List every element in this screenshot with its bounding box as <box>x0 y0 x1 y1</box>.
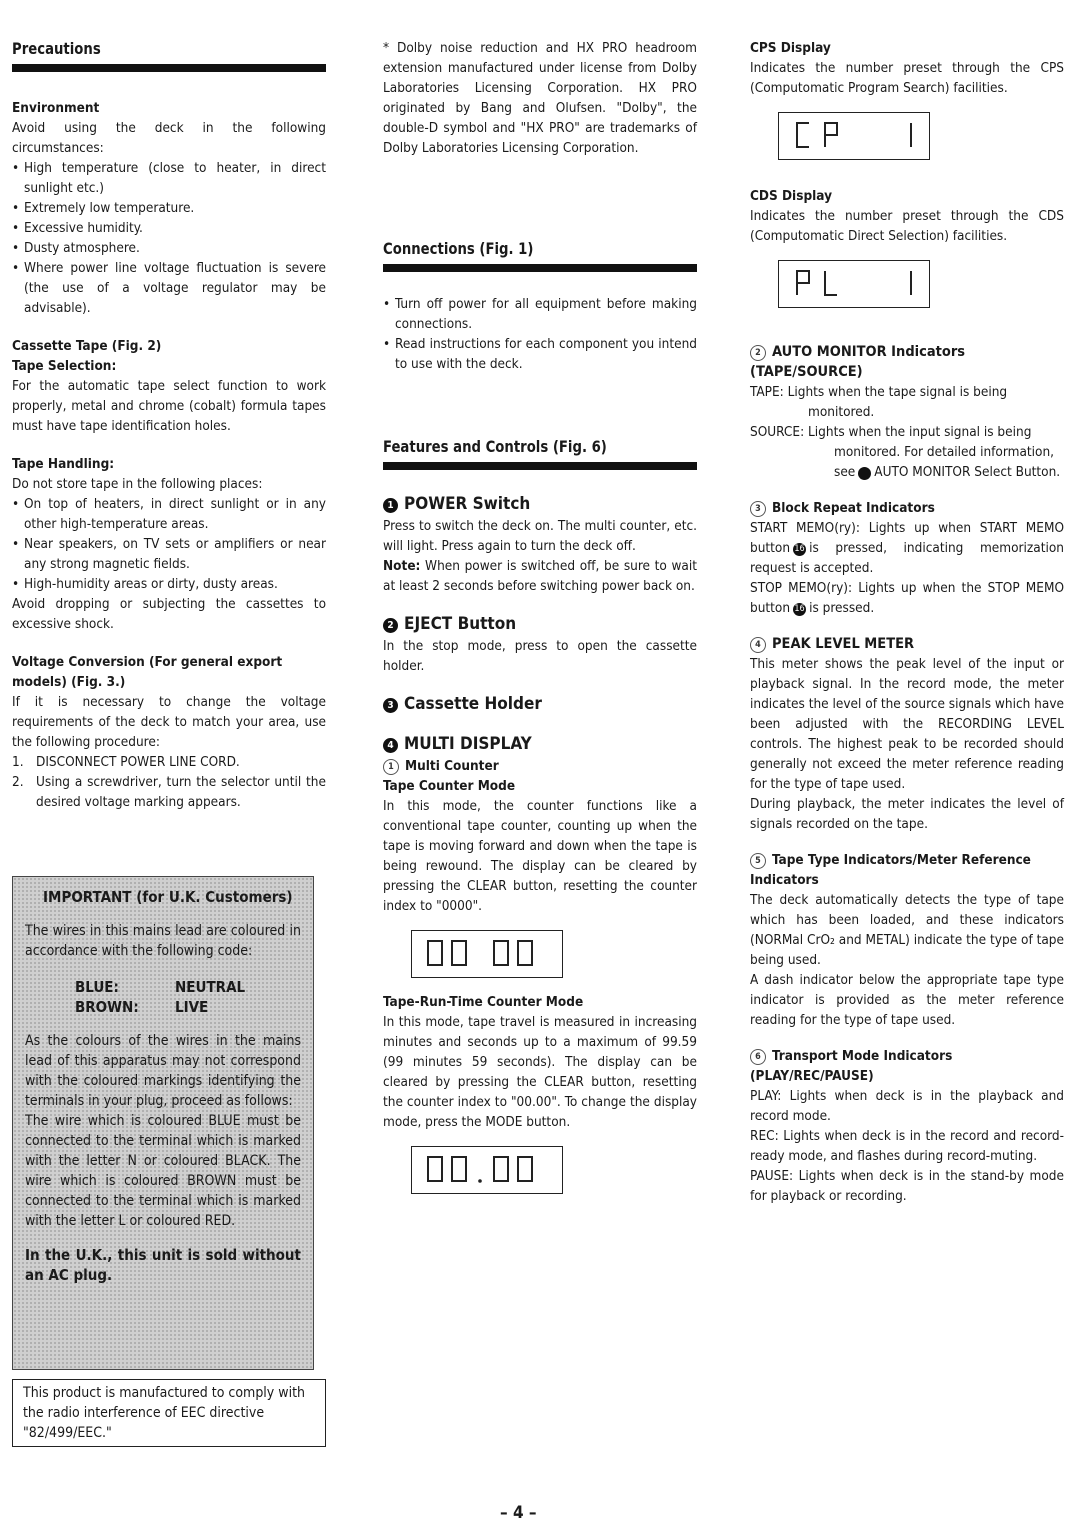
sub-number-badge: 5 <box>750 853 766 869</box>
eject-button-heading <box>383 612 697 636</box>
start-memo-text: START MEMO(ry): Lights up when START MEMO button <box>750 520 1064 556</box>
item-number-badge: 3 <box>383 698 398 713</box>
step-number: 1. <box>12 754 24 770</box>
voltage-steps <box>12 752 326 812</box>
cassette-block <box>12 336 326 436</box>
lcd-runtime-display <box>411 1146 563 1194</box>
power-switch-text: Press to switch the deck on. The multi counter, etc. will light. Press again to turn the deck off. <box>383 518 697 554</box>
connections-list <box>383 294 697 374</box>
eec-text: This product is manufactured to comply with the radio interference of EEC directive "82/499/EEC." <box>23 1385 305 1441</box>
tape-type-text: The deck automatically detects the type of tape which has been loaded, and these indicators (NORMal CrO₂ and METAL) indicate the type of tape being used. <box>750 892 1064 968</box>
wire-blue-label: BLUE: <box>75 978 119 996</box>
tape-handling-heading: Tape Handling: <box>12 456 115 472</box>
multi-display-heading <box>383 732 697 756</box>
list-item: • Read instructions for each component you intend to use with the deck. <box>383 334 697 374</box>
list-item: • Turn off power for all equipment before making connections. <box>383 294 697 334</box>
transport-play: PLAY: Lights when deck is in the playback and record mode. <box>750 1088 1064 1124</box>
lcd-digits <box>779 261 929 307</box>
sub-number-badge: 3 <box>750 501 766 517</box>
step-number: 2. <box>12 774 24 790</box>
tape-counter-heading: Tape Counter Mode <box>383 778 516 794</box>
eject-title: EJECT Button <box>404 614 517 634</box>
handling-list <box>12 494 326 594</box>
item-number-badge: 1 <box>383 498 398 513</box>
features-section <box>383 436 697 1194</box>
column-right <box>750 38 1064 1206</box>
list-item: • Where power line voltage fluctuation is severe (the use of a voltage regulator may be advisable). <box>12 258 326 318</box>
power-switch-heading <box>383 492 697 516</box>
uk-notice-box <box>12 876 314 1370</box>
list-item: • On top of heaters, in direct sunlight or in any other high-temperature areas. <box>12 494 326 534</box>
sub-number-badge: 4 <box>750 637 766 653</box>
cds-heading: CDS Display <box>750 188 832 204</box>
tape-selection-text: For the automatic tape select function to work properly, metal and chrome (cobalt) formula tapes must have tape identification holes. <box>12 378 326 434</box>
multi-counter-title: Multi Counter <box>405 758 499 774</box>
transport-mode-heading <box>750 1046 1064 1086</box>
transport-mode-title: Transport Mode Indicators (PLAY/REC/PAUSE) <box>750 1048 953 1084</box>
step-item <box>12 772 326 812</box>
transport-rec: REC: Lights when deck is in the record and record-ready mode, and flashes during record-muting. <box>750 1128 1064 1164</box>
environment-block <box>12 98 326 318</box>
stop-memo-text: STOP MEMO(ry): Lights up when the STOP MEMO button <box>750 580 1064 616</box>
cds-text: Indicates the number preset through the CDS (Computomatic Direct Selection) facilities. <box>750 208 1064 244</box>
list-item: • Extremely low temperature. <box>12 198 326 218</box>
page-number: – 4 – <box>500 1503 537 1523</box>
list-item: • High-humidity areas or dirty, dusty areas. <box>12 574 326 594</box>
uk-notice-para2: The wire which is coloured BLUE must be connected to the terminal which is marked with the letter N or coloured BLACK. The wire which is coloured BROWN must be connected to the terminal which is marked with the letter L or coloured RED. <box>25 1113 301 1229</box>
auto-monitor-heading <box>750 342 1064 382</box>
sub-number-badge: 2 <box>750 345 766 361</box>
lcd-cps-display <box>778 112 930 160</box>
peak-meter-text2: During playback, the meter indicates the level of signals recorded on the tape. <box>750 796 1064 832</box>
stop-memo-text2: is pressed. <box>809 600 875 616</box>
environment-heading: Environment <box>12 100 100 116</box>
list-item: • Dusty atmosphere. <box>12 238 326 258</box>
connections-title: Connections (Fig. 1) <box>383 239 534 258</box>
tape-type-title: Tape Type Indicators/Meter Reference Indicators <box>750 852 1031 888</box>
wire-blue-value: NEUTRAL <box>175 978 246 996</box>
ref-badge: 16 <box>794 544 805 554</box>
tape-counter-text: In this mode, the counter functions like a conventional tape counter, counting up when the tape is moving forward and down when the tape is being rewound. The display can be cleared by pressing the CLEAR button, resetting the counter index to "0000". <box>383 798 697 914</box>
section-rule <box>12 64 326 72</box>
tape-handling-outro: Avoid dropping or subjecting the cassettes to excessive shock. <box>12 596 326 632</box>
power-note <box>383 556 697 596</box>
power-switch-title: POWER Switch <box>404 494 531 514</box>
wire-brown-label: BROWN: <box>75 998 139 1016</box>
peak-meter-title: PEAK LEVEL METER <box>772 636 915 652</box>
item-number-badge: 2 <box>383 618 398 633</box>
wire-code-table <box>25 977 301 1017</box>
environment-list <box>12 158 326 318</box>
section-rule <box>383 462 697 470</box>
column-left <box>12 38 326 812</box>
sub-number-badge: 1 <box>383 759 399 775</box>
tape-handling-intro: Do not store tape in the following places: <box>12 476 263 492</box>
auto-monitor-source-text: SOURCE: Lights when the input signal is being monitored. For detailed information, see <box>750 424 1055 480</box>
lcd-digits <box>412 1147 562 1193</box>
dolby-footnote: * Dolby noise reduction and HX PRO headroom extension manufactured under license from Dolby Laboratories Licensing Corporation. HX PRO originated by Bang and Olufsen. "Dolby", the double-D symbol and "HX PRO" are trademarks of Dolby Laboratories Licensing Corporation. <box>383 40 697 156</box>
column-middle <box>383 38 697 1208</box>
start-memo-text2: is pressed, indicating memorization request is accepted. <box>750 540 1064 576</box>
run-time-heading: Tape-Run-Time Counter Mode <box>383 994 584 1010</box>
block-repeat-start <box>750 518 1064 578</box>
eec-compliance-box <box>12 1379 326 1447</box>
auto-monitor-ref: AUTO MONITOR Select Button. <box>874 464 1061 480</box>
lcd-cds-display <box>778 260 930 308</box>
uk-notice-plug: In the U.K., this unit is sold without an AC plug. <box>25 1246 301 1284</box>
cps-text: Indicates the number preset through the CPS (Computomatic Program Search) facilities. <box>750 60 1064 96</box>
holder-title: Cassette Holder <box>404 694 542 714</box>
voltage-text: If it is necessary to change the voltage requirements of the deck to match your area, use the following procedure: <box>12 694 326 750</box>
auto-monitor-tape: TAPE: Lights when the tape signal is being monitored. <box>750 384 1008 420</box>
precautions-title: Precautions <box>12 39 101 58</box>
ref-badge: 6 <box>858 467 871 480</box>
note-text: When power is switched off, be sure to wait at least 2 seconds before switching power back on. <box>383 558 697 594</box>
uk-notice-title: IMPORTANT (for U.K. Customers) <box>43 888 293 906</box>
tape-type-heading <box>750 850 1064 890</box>
voltage-heading: Voltage Conversion (For general export models) (Fig. 3.) <box>12 654 283 690</box>
peak-meter-heading <box>750 634 1064 654</box>
step-text: Using a screwdriver, turn the selector until the desired voltage marking appears. <box>36 774 326 810</box>
transport-pause: PAUSE: Lights when deck is in the stand-by mode for playback or recording. <box>750 1168 1064 1204</box>
multi-counter-heading <box>383 756 697 776</box>
eject-text: In the stop mode, press to open the cassette holder. <box>383 638 697 674</box>
block-repeat-title: Block Repeat Indicators <box>772 500 935 516</box>
auto-monitor-title: AUTO MONITOR Indicators (TAPE/SOURCE) <box>750 344 966 380</box>
tape-type-text2: A dash indicator below the appropriate tape type indicator is provided as the meter reference reading for the type of tape used. <box>750 972 1064 1028</box>
note-label: Note: <box>383 558 421 574</box>
features-title: Features and Controls (Fig. 6) <box>383 437 607 456</box>
ref-badge: 16 <box>794 604 805 614</box>
handling-block <box>12 454 326 634</box>
item-number-badge: 4 <box>383 738 398 753</box>
block-repeat-heading <box>750 498 1064 518</box>
connections-section <box>383 238 697 374</box>
voltage-block <box>12 652 326 812</box>
list-item: • Near speakers, on TV sets or amplifiers or near any strong magnetic fields. <box>12 534 326 574</box>
step-text: DISCONNECT POWER LINE CORD. <box>36 754 240 770</box>
step-item <box>12 752 326 772</box>
list-item: • Excessive humidity. <box>12 218 326 238</box>
block-repeat-stop <box>750 578 1064 618</box>
lcd-digits <box>412 931 562 977</box>
uk-notice-para1: As the colours of the wires in the mains lead of this apparatus may not correspond with the coloured markings identifying the terminals in your plug, proceed as follows: <box>25 1033 301 1109</box>
sub-number-badge: 6 <box>750 1049 766 1065</box>
cps-heading: CPS Display <box>750 40 831 56</box>
environment-intro: Avoid using the deck in the following circumstances: <box>12 120 326 156</box>
tape-selection-heading: Tape Selection: <box>12 358 117 374</box>
uk-notice-intro: The wires in this mains lead are coloured in accordance with the following code: <box>25 923 301 959</box>
section-rule <box>383 264 697 272</box>
cassette-heading: Cassette Tape (Fig. 2) <box>12 338 162 354</box>
wire-brown-value: LIVE <box>175 998 209 1016</box>
lcd-counter-display <box>411 930 563 978</box>
multi-display-title: MULTI DISPLAY <box>404 734 532 754</box>
auto-monitor-source <box>750 422 1064 482</box>
list-item: • High temperature (close to heater, in direct sunlight etc.) <box>12 158 326 198</box>
peak-meter-text: This meter shows the peak level of the input or playback signal. In the record mode, the meter indicates the level of the source signals which have been adjusted with the RECORDING LEVEL controls. The highest peak to be recorded should generally not exceed the meter reference reading for the type of tape used. <box>750 656 1064 792</box>
lcd-digits <box>779 113 929 159</box>
run-time-text: In this mode, tape travel is measured in increasing minutes and seconds up to a maximum of 99.59 (99 minutes 59 seconds). The display can be cleared by pressing the CLEAR button, resetting the counter index to "00.00". To change the display mode, press the MODE button. <box>383 1014 697 1130</box>
cassette-holder-heading <box>383 692 697 716</box>
